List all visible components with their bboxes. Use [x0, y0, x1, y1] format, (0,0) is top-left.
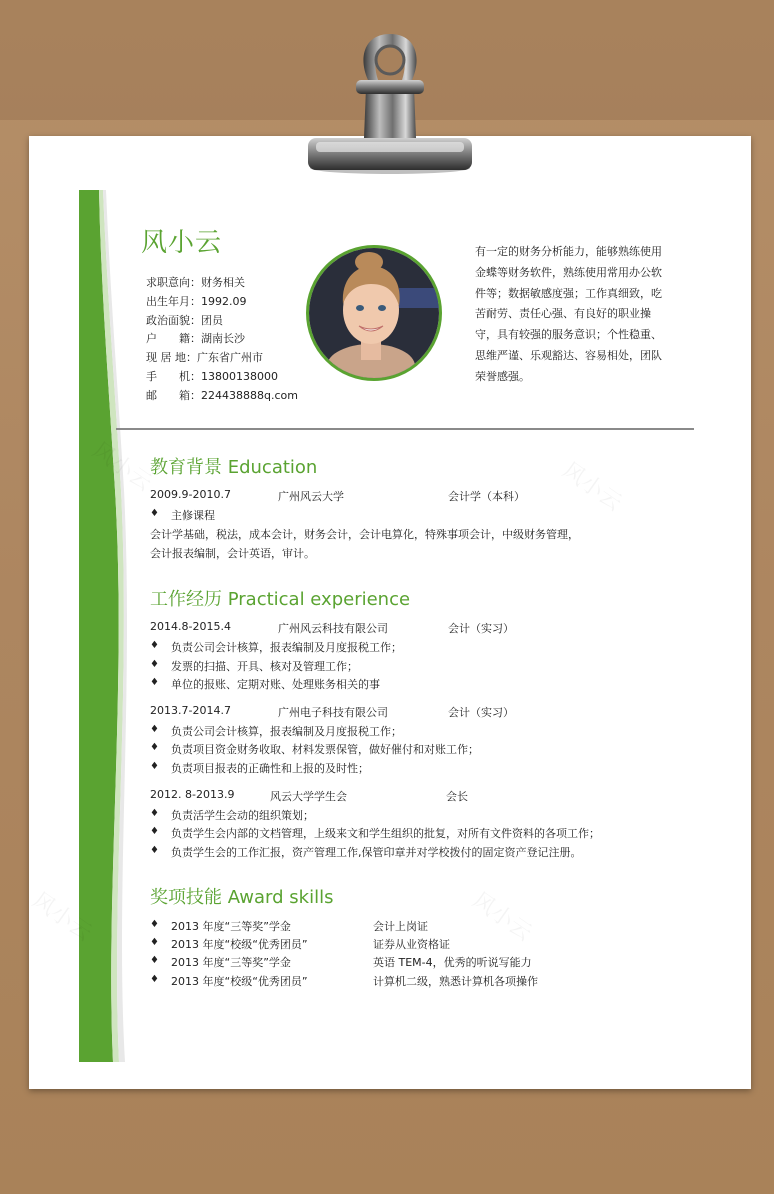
job-duty: 负责学生会的工作汇报，资产管理工作,保管印章并对学校拨付的固定资产登记注册。 [171, 846, 582, 859]
edu-course-heading: 主修课程 [171, 509, 215, 522]
edu-major: 会计学（本科） [448, 490, 525, 503]
awards-title: 奖项技能 Award skills [150, 887, 334, 908]
job-duty: 单位的报账、定期对账、处理账务相关的事 [171, 678, 380, 691]
bullet-icon: ♦ [150, 808, 159, 819]
info-row-intent: 求职意向：财务相关 [146, 276, 245, 289]
job-duty: 负责公司会计核算，报表编制及月度报税工作； [171, 641, 402, 654]
skill-item: 计算机二级，熟悉计算机各项操作 [373, 975, 538, 988]
education-title: 教育背景 Education [150, 457, 318, 478]
job-duty: 发票的扫描、开具、核对及管理工作； [171, 660, 358, 673]
job-role: 会计（实习） [448, 706, 514, 719]
info-row-phone: 手 机：13800138000 [146, 369, 278, 383]
bullet-icon: ♦ [150, 761, 159, 772]
job-duty: 负责活学生会动的组织策划； [171, 809, 314, 822]
bullet-icon: ♦ [150, 508, 159, 519]
job-role: 会计（实习） [448, 622, 514, 635]
award-item: 2013 年度“校级“优秀团员” [171, 938, 308, 951]
job-period: 2014.8-2015.4 [150, 620, 231, 633]
bullet-icon: ♦ [150, 640, 159, 651]
info-row-birth: 出生年月：1992.09 [146, 294, 247, 308]
job-company: 广州电子科技有限公司 [278, 706, 388, 719]
bullet-icon: ♦ [150, 724, 159, 735]
job-period: 2012. 8-2013.9 [150, 788, 235, 801]
info-row-hometown: 户 籍：湖南长沙 [146, 332, 245, 346]
edu-school: 广州风云大学 [278, 490, 344, 503]
skill-item: 英语 TEM-4，优秀的听说写能力 [373, 956, 532, 969]
experience-title: 工作经历 Practical experience [150, 589, 411, 610]
job-duty: 负责项目资金财务收取、材料发票保管，做好催付和对账工作； [171, 743, 479, 756]
bullet-icon: ♦ [150, 955, 159, 966]
info-row-politics: 政治面貌：团员 [146, 313, 223, 327]
header-divider [116, 428, 694, 430]
award-item: 2013 年度“三等奖”学金 [171, 956, 291, 969]
job-duty: 负责项目报表的正确性和上报的及时性； [171, 762, 369, 775]
job-company: 广州风云科技有限公司 [278, 622, 388, 635]
info-row-email: 邮 箱：224438888q.com [146, 388, 298, 402]
job-period: 2013.7-2014.7 [150, 704, 231, 717]
job-company: 风云大学学生会 [270, 790, 347, 803]
bullet-icon: ♦ [150, 659, 159, 670]
bullet-icon: ♦ [150, 937, 159, 948]
bullet-icon: ♦ [150, 974, 159, 985]
skill-item: 会计上岗证 [373, 920, 428, 933]
edu-courses-line1: 会计学基础，税法，成本会计，财务会计，会计电算化，特殊事项会计，中级财务管理， [150, 528, 579, 541]
skill-item: 证券从业资格证 [373, 938, 450, 951]
info-row-residence: 现 居 地：广东省广州市 [146, 351, 263, 365]
bullet-icon: ♦ [150, 742, 159, 753]
award-item: 2013 年度“三等奖”学金 [171, 920, 291, 933]
edu-courses-line2: 会计报表编制，会计英语，审计。 [150, 547, 315, 560]
personal-info [146, 274, 298, 406]
profile-photo [306, 245, 442, 381]
self-summary: 有一定的财务分析能力，能够熟练使用金蝶等财务软件，熟练使用常用办公软件等；数据敏感度强；工作真细致，吃苦耐劳、责任心强、有良好的职业操守，具有较强的服务意识；个性稳重、思维严谨、乐观豁达、容易相处，团队荣誉感强。 [475, 245, 662, 383]
bullet-icon: ♦ [150, 826, 159, 837]
bullet-icon: ♦ [150, 919, 159, 930]
bullet-icon: ♦ [150, 677, 159, 688]
job-duty: 负责公司会计核算，报表编制及月度报税工作； [171, 725, 402, 738]
avatar-portrait-icon [309, 248, 439, 378]
candidate-name: 风小云 [141, 228, 223, 258]
job-duty: 负责学生会内部的文档管理，上级来文和学生组织的批复，对所有文件资料的各项工作； [171, 827, 600, 840]
job-role: 会长 [446, 790, 468, 803]
binder-clip-icon [306, 28, 474, 176]
award-item: 2013 年度“校级“优秀团员” [171, 975, 308, 988]
bullet-icon: ♦ [150, 845, 159, 856]
edu-period: 2009.9-2010.7 [150, 488, 231, 501]
